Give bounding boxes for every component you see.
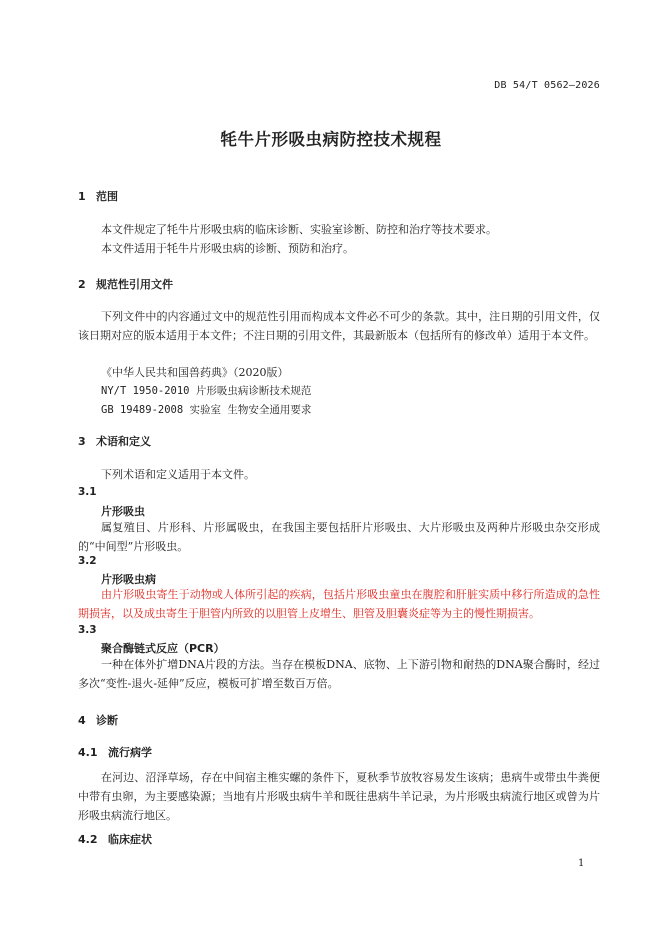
subsection-title: 流行病学 <box>108 746 152 759</box>
term-number: 3.2 <box>78 555 97 567</box>
section-heading-references <box>78 276 173 292</box>
term-title: 聚合酶链式反应（PCR） <box>101 642 225 655</box>
subsection-number: 4.1 <box>78 746 98 759</box>
term-title: 片形吸虫病 <box>101 573 156 586</box>
subsection-number: 4.2 <box>78 833 98 846</box>
subsection-title: 临床症状 <box>108 833 152 846</box>
section-heading-scope <box>78 188 118 204</box>
page-number: 1 <box>578 858 585 869</box>
section-number: 1 <box>78 190 86 203</box>
reference-item: NY/T 1950-2010 片形吸虫病诊断技术规范 <box>101 385 312 397</box>
terms-intro: 下列术语和定义适用于本文件。 <box>101 468 255 481</box>
term-definition: 属复殖目、片形科、片形属吸虫，在我国主要包括肝片形吸虫、大片形吸虫及两种片形吸虫杂交形成的“中间型”片形吸虫。 <box>78 521 600 553</box>
section-number: 2 <box>78 278 86 291</box>
term-title: 片形吸虫 <box>101 505 145 518</box>
term-number: 3.3 <box>78 624 97 636</box>
page-title: 牦牛片形吸虫病防控技术规程 <box>220 130 442 149</box>
reference-item: 《中华人民共和国兽药典》（2020版） <box>101 366 289 379</box>
epidemiology-paragraph: 在河边、沼泽草场，存在中间宿主椎实螺的条件下，夏秋季节放牧容易发生该病；患病牛或带虫牛粪便中带有虫卵，为主要感染源；当地有片形吸虫病牛羊和既往患病牛羊记录，为片形吸虫病流行地区或曾为片形吸虫病流行地区。 <box>78 771 600 822</box>
section-heading-terms <box>78 433 151 449</box>
section-title: 范围 <box>96 190 118 203</box>
section-title: 术语和定义 <box>96 435 151 448</box>
subsection-heading-epidemiology <box>78 744 152 760</box>
document-number: DB 54/T 0562—2026 <box>494 80 600 91</box>
section-title: 诊断 <box>96 714 118 727</box>
section-number: 4 <box>78 714 86 727</box>
references-intro: 下列文件中的内容通过文中的规范性引用而构成本文件必不可少的条款。其中，注日期的引用文件，仅该日期对应的版本适用于本文件；不注日期的引用文件，其最新版本（包括所有的修改单）适用于本文件。 <box>78 310 600 342</box>
reference-item: GB 19489-2008 实验室 生物安全通用要求 <box>101 404 312 416</box>
term-number: 3.1 <box>78 486 97 498</box>
subsection-heading-clinical-signs <box>78 831 152 847</box>
scope-paragraph-2: 本文件适用于牦牛片形吸虫病的诊断、预防和治疗。 <box>101 242 354 255</box>
scope-paragraph-1: 本文件规定了牦牛片形吸虫病的临床诊断、实验室诊断、防控和治疗等技术要求。 <box>101 223 497 236</box>
section-number: 3 <box>78 435 86 448</box>
term-definition: 一种在体外扩增DNA片段的方法。当存在模板DNA、底物、上下游引物和耐热的DNA聚合酶时，经过多次“变性-退火-延伸”反应，模板可扩增至数百万倍。 <box>78 658 600 690</box>
term-definition-highlighted: 由片形吸虫寄生于动物或人体所引起的疾病，包括片形吸虫童虫在腹腔和肝脏实质中移行所造成的急性期损害，以及成虫寄生于胆管内所致的以胆管上皮增生、胆管及胆囊炎症等为主的慢性期损害。 <box>78 588 600 620</box>
section-title: 规范性引用文件 <box>96 278 173 291</box>
section-heading-diagnosis <box>78 712 118 728</box>
